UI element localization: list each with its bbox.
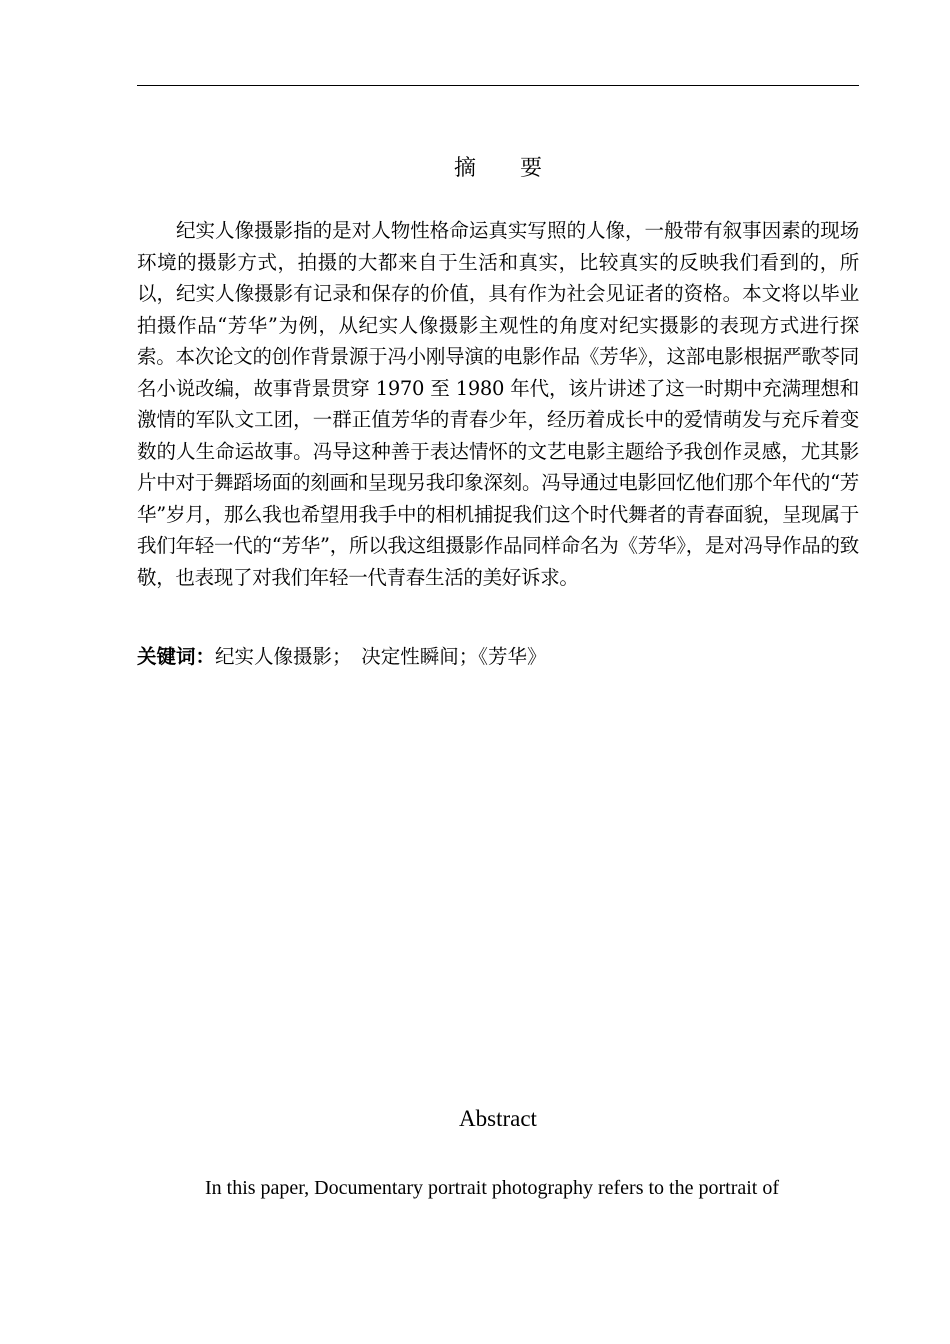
english-abstract-body: In this paper, Documentary portrait photography refers to the portrait of: [205, 1177, 780, 1199]
english-abstract-title: Abstract: [459, 1106, 537, 1131]
header-rule: [137, 85, 859, 86]
keywords-line: [137, 641, 859, 672]
chinese-abstract-body: 纪实人像摄影指的是对人物性格命运真实写照的人像，一般带有叙事因素的现场环境的摄影方式，拍摄的大都来自于生活和真实，比较真实的反映我们看到的，所以，纪实人像摄影有记录和保存的价值，具有作为社会见证者的资格。本文将以毕业拍摄作品“芳华”为例，从纪实人像摄影主观性的角度对纪实摄影的表现方式进行探索。本次论文的创作背景源于冯小刚导演的电影作品《芳华》，这部电影根据严歌苓同名小说改编，故事背景贯穿 1970 至 1980 年代，该片讲述了这一时期中充满理想和激情的军队文工团，一群正值芳华的青春少年，经历着成长中的爱情萌发与充斥着变数的人生命运故事。冯导这种善于表达情怀的文艺电影主题给予我创作灵感，尤其影片中对于舞蹈场面的刻画和呈现另我印象深刻。冯导通过电影回忆他们那个年代的“芳华”岁月，那么我也希望用我手中的相机捕捉我们这个时代舞者的青春面貌，呈现属于我们年轻一代的“芳华”，所以我这组摄影作品同样命名为《芳华》，是对冯导作品的致敬，也表现了对我们年轻一代青春生活的美好诉求。: [137, 219, 859, 589]
chinese-abstract-title: 摘 要: [453, 156, 542, 181]
keywords-label: 关键词：: [137, 645, 216, 668]
keywords-text: 纪实人像摄影； 决定性瞬间；《芳华》: [215, 645, 547, 668]
